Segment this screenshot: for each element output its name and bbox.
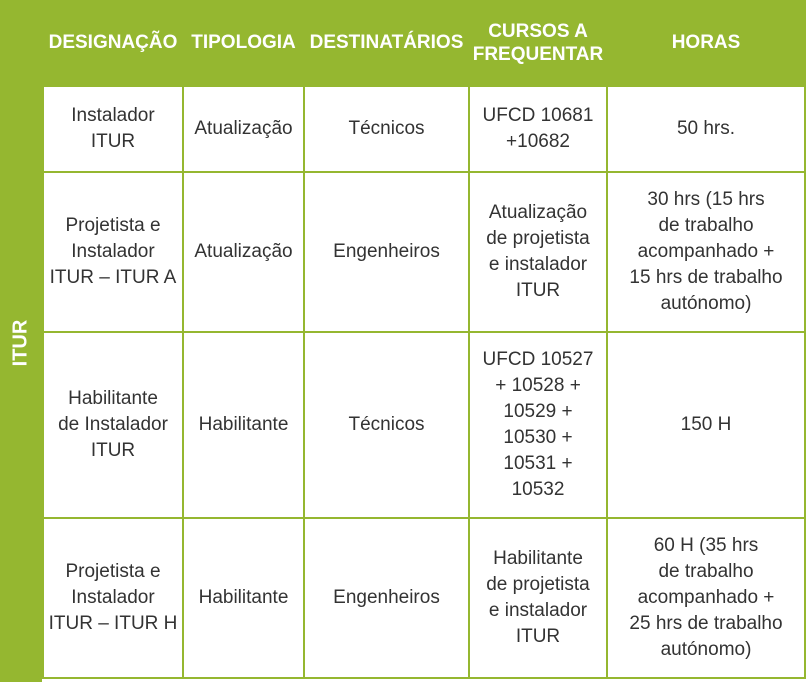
course-table [42,0,806,679]
cell-horas: 50 hrs. [607,86,805,172]
header-designacao: DESIGNAÇÃO [43,0,183,86]
cell-destinatarios: Engenheiros [304,518,469,678]
cell-designacao: Instalador ITUR [43,86,183,172]
cell-cursos: Habilitante de projetista e instalador ITUR [469,518,607,678]
table-row [43,518,805,678]
header-destinatarios: DESTINATÁRIOS [304,0,469,86]
cell-tipologia: Habilitante [183,518,304,678]
cell-cursos: Atualização de projetista e instalador ITUR [469,172,607,332]
header-tipologia: TIPOLOGIA [183,0,304,86]
cell-designacao: Habilitante de Instalador ITUR [43,332,183,518]
table-row [43,86,805,172]
cell-destinatarios: Técnicos [304,332,469,518]
cell-tipologia: Habilitante [183,332,304,518]
cell-horas: 60 H (35 hrs de trabalho acompanhado + 25 hrs de trabalho autónomo) [607,518,805,678]
cell-tipologia: Atualização [183,86,304,172]
cell-cursos: UFCD 10527 + 10528 + 10529 + 10530 + 10531 + 10532 [469,332,607,518]
cell-cursos: UFCD 10681 +10682 [469,86,607,172]
table-row [43,332,805,518]
side-label: ITUR [9,319,32,367]
header-cursos: CURSOS A FREQUENTAR [469,0,607,86]
cell-horas: 30 hrs (15 hrs de trabalho acompanhado + 15 hrs de trabalho autónomo) [607,172,805,332]
cell-destinatarios: Técnicos [304,86,469,172]
cell-destinatarios: Engenheiros [304,172,469,332]
cell-designacao: Projetista e Instalador ITUR – ITUR H [43,518,183,678]
cell-tipologia: Atualização [183,172,304,332]
cell-designacao: Projetista e Instalador ITUR – ITUR A [43,172,183,332]
side-band [0,0,42,682]
table-header-row [43,0,805,86]
cell-horas: 150 H [607,332,805,518]
table-row [43,172,805,332]
header-horas: HORAS [607,0,805,86]
